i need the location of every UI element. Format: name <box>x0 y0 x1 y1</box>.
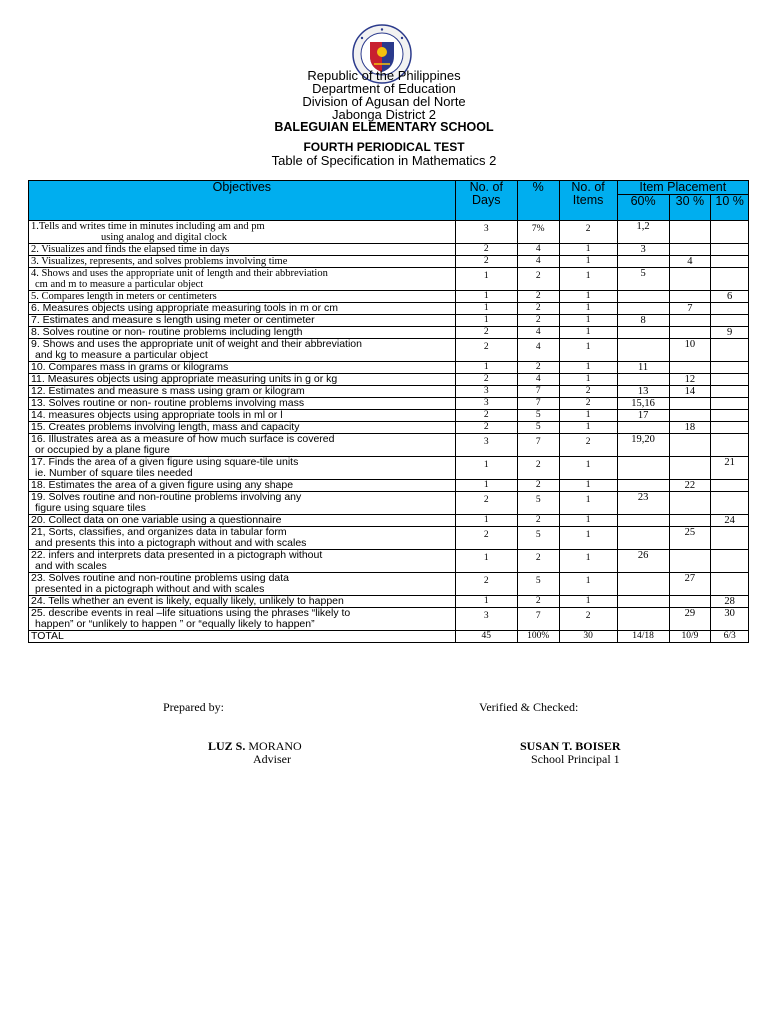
placement-10-cell: 6 <box>711 291 749 303</box>
placement-10-cell <box>711 303 749 315</box>
days-cell: 2 <box>455 527 517 550</box>
verified-label: Verified & Checked: <box>479 700 579 714</box>
objective-line: 12. Estimates and measure s mass using gram or kilogram <box>31 385 305 397</box>
objective-cell <box>29 362 456 374</box>
placement-60-cell: 15,16 <box>617 398 669 410</box>
placement-10-cell <box>711 398 749 410</box>
days-cell: 2 <box>455 410 517 422</box>
total-60: 14/18 <box>617 631 669 643</box>
objective-cell <box>29 527 456 550</box>
percent-cell: 2 <box>517 291 559 303</box>
total-30: 10/9 <box>669 631 711 643</box>
percent-cell: 7 <box>517 386 559 398</box>
placement-10-cell <box>711 550 749 573</box>
objective-line: and presents this into a pictograph without and with scales <box>35 537 307 549</box>
objective-cell <box>29 374 456 386</box>
items-cell: 2 <box>559 398 617 410</box>
objective-line: 8. Solves routine or non- routine problems including length <box>31 326 303 338</box>
placement-60-cell <box>617 457 669 480</box>
items-cell: 1 <box>559 374 617 386</box>
objective-cell <box>29 434 456 457</box>
table-row <box>29 550 749 573</box>
table-row <box>29 374 749 386</box>
header-item-placement: Item Placement <box>617 181 748 195</box>
total-items: 30 <box>559 631 617 643</box>
placement-30-cell: 18 <box>669 422 711 434</box>
days-cell: 2 <box>455 422 517 434</box>
items-cell: 1 <box>559 303 617 315</box>
percent-cell: 2 <box>517 362 559 374</box>
table-row <box>29 573 749 596</box>
days-cell: 2 <box>455 256 517 268</box>
objective-cell <box>29 457 456 480</box>
days-cell: 1 <box>455 362 517 374</box>
table-row <box>29 608 749 631</box>
objective-line: 10. Compares mass in grams or kilograms <box>31 361 229 373</box>
table-row <box>29 327 749 339</box>
total-10: 6/3 <box>711 631 749 643</box>
total-percent: 100% <box>517 631 559 643</box>
placement-10-cell <box>711 221 749 244</box>
table-row <box>29 291 749 303</box>
placement-10-cell <box>711 527 749 550</box>
table-row <box>29 596 749 608</box>
objective-line: happen” or “unlikely to happen ” or “equally likely to happen” <box>35 618 315 630</box>
objective-line: 11. Measures objects using appropriate measuring units in g or kg <box>31 373 338 385</box>
table-row <box>29 457 749 480</box>
placement-10-cell <box>711 268 749 291</box>
percent-cell: 4 <box>517 339 559 362</box>
percent-cell: 4 <box>517 327 559 339</box>
days-cell: 1 <box>455 315 517 327</box>
items-cell: 2 <box>559 386 617 398</box>
total-row <box>29 631 749 643</box>
items-cell: 1 <box>559 339 617 362</box>
placement-60-cell <box>617 303 669 315</box>
objective-cell <box>29 303 456 315</box>
table-row <box>29 480 749 492</box>
verifier-name: SUSAN T. BOISER <box>520 739 621 753</box>
days-cell: 1 <box>455 515 517 527</box>
percent-cell: 7 <box>517 434 559 457</box>
items-cell: 1 <box>559 256 617 268</box>
percent-cell: 2 <box>517 315 559 327</box>
objective-cell <box>29 550 456 573</box>
table-row <box>29 315 749 327</box>
header-days: No. of Days <box>455 181 517 221</box>
objective-cell <box>29 315 456 327</box>
placement-30-cell <box>669 327 711 339</box>
objective-cell <box>29 410 456 422</box>
percent-cell: 2 <box>517 596 559 608</box>
objective-line: 21, Sorts, classifies, and organizes data in tabular form <box>31 526 287 538</box>
percent-cell: 2 <box>517 268 559 291</box>
percent-cell: 4 <box>517 256 559 268</box>
items-cell: 1 <box>559 596 617 608</box>
percent-cell: 7 <box>517 398 559 410</box>
total-label: TOTAL <box>29 631 456 643</box>
percent-cell: 2 <box>517 303 559 315</box>
objective-line: 15. Creates problems involving length, mass and capacity <box>31 421 300 433</box>
placement-30-cell <box>669 550 711 573</box>
objective-line: 9. Shows and uses the appropriate unit of weight and their abbreviation <box>31 338 362 350</box>
objective-line: 16. Illustrates area as a measure of how much surface is covered <box>31 433 335 445</box>
table-row <box>29 492 749 515</box>
objective-line: 23. Solves routine and non-routine problems using data <box>31 572 289 584</box>
table-row <box>29 434 749 457</box>
placement-60-cell: 26 <box>617 550 669 573</box>
department-line: Department of Education <box>312 81 456 96</box>
table-row <box>29 362 749 374</box>
objective-line: figure using square tiles <box>35 502 146 514</box>
placement-30-cell <box>669 596 711 608</box>
items-cell: 1 <box>559 492 617 515</box>
days-cell: 2 <box>455 339 517 362</box>
placement-60-cell: 8 <box>617 315 669 327</box>
placement-60-cell <box>617 596 669 608</box>
table-row <box>29 256 749 268</box>
placement-30-cell: 25 <box>669 527 711 550</box>
objective-line: 2. Visualizes and finds the elapsed time in days <box>31 244 230 255</box>
items-cell: 1 <box>559 268 617 291</box>
placement-30-cell <box>669 515 711 527</box>
objective-cell <box>29 515 456 527</box>
days-cell: 1 <box>455 480 517 492</box>
prepared-by-label: Prepared by: <box>163 700 224 714</box>
items-cell: 1 <box>559 315 617 327</box>
objective-line: 6. Measures objects using appropriate measuring tools in m or cm <box>31 302 338 314</box>
objective-cell <box>29 339 456 362</box>
header-30-percent: 30 % <box>669 195 711 221</box>
placement-30-cell <box>669 434 711 457</box>
placement-10-cell <box>711 386 749 398</box>
school-name: BALEGUIAN ELEMENTARY SCHOOL <box>274 120 494 134</box>
objective-line: 20. Collect data on one variable using a questionnaire <box>31 514 282 526</box>
days-cell: 3 <box>455 398 517 410</box>
objective-cell <box>29 386 456 398</box>
placement-30-cell <box>669 410 711 422</box>
objective-cell <box>29 256 456 268</box>
placement-30-cell <box>669 492 711 515</box>
objective-line: 4. Shows and uses the appropriate unit of length and their abbreviation <box>31 268 328 279</box>
placement-30-cell <box>669 315 711 327</box>
placement-30-cell <box>669 268 711 291</box>
objective-line: 25. describe events in real –life situations using the phrases “likely to <box>31 607 351 619</box>
items-cell: 1 <box>559 422 617 434</box>
objective-cell <box>29 221 456 244</box>
days-cell: 1 <box>455 268 517 291</box>
document-title: Table of Specification in Mathematics 2 <box>271 153 497 168</box>
percent-cell: 4 <box>517 374 559 386</box>
placement-30-cell: 10 <box>669 339 711 362</box>
preparer-role: Adviser <box>253 752 291 766</box>
percent-cell: 5 <box>517 573 559 596</box>
placement-30-cell: 14 <box>669 386 711 398</box>
table-row <box>29 422 749 434</box>
table-row <box>29 339 749 362</box>
items-cell: 1 <box>559 550 617 573</box>
header-percent: % <box>517 181 559 221</box>
republic-line: Republic of the Philippines <box>307 68 461 83</box>
items-cell: 1 <box>559 573 617 596</box>
items-cell: 1 <box>559 480 617 492</box>
objective-cell <box>29 422 456 434</box>
placement-10-cell <box>711 573 749 596</box>
items-cell: 1 <box>559 327 617 339</box>
placement-60-cell: 5 <box>617 268 669 291</box>
objective-cell <box>29 573 456 596</box>
days-cell: 1 <box>455 303 517 315</box>
days-cell: 3 <box>455 434 517 457</box>
division-line: Division of Agusan del Norte <box>302 94 466 109</box>
days-cell: 1 <box>455 550 517 573</box>
header-10-percent: 10 % <box>711 195 749 221</box>
placement-60-cell <box>617 327 669 339</box>
total-days: 45 <box>455 631 517 643</box>
placement-10-cell <box>711 374 749 386</box>
items-cell: 1 <box>559 515 617 527</box>
objective-line: 24. Tells whether an event is likely, equally likely, unlikely to happen <box>31 595 344 607</box>
placement-60-cell <box>617 573 669 596</box>
placement-10-cell <box>711 410 749 422</box>
placement-30-cell <box>669 457 711 480</box>
placement-60-cell <box>617 339 669 362</box>
placement-10-cell <box>711 256 749 268</box>
placement-60-cell: 17 <box>617 410 669 422</box>
placement-60-cell <box>617 422 669 434</box>
objective-cell <box>29 398 456 410</box>
percent-cell: 7 <box>517 608 559 631</box>
objective-line: presented in a pictograph without and with scales <box>35 583 265 595</box>
placement-10-cell <box>711 244 749 256</box>
objective-line: 17. Finds the area of a given figure using square-tile units <box>31 456 299 468</box>
objective-line: 14. measures objects using appropriate tools in ml or l <box>31 409 283 421</box>
items-cell: 1 <box>559 244 617 256</box>
objective-line: cm and m to measure a particular object <box>35 279 204 290</box>
percent-cell: 5 <box>517 422 559 434</box>
table-row <box>29 244 749 256</box>
header-objectives: Objectives <box>29 181 456 221</box>
objective-line: 3. Visualizes, represents, and solves problems involving time <box>31 256 288 267</box>
placement-60-cell <box>617 374 669 386</box>
objective-line: 18. Estimates the area of a given figure using any shape <box>31 479 294 491</box>
placement-10-cell: 30 <box>711 608 749 631</box>
placement-60-cell <box>617 608 669 631</box>
objective-cell <box>29 244 456 256</box>
placement-60-cell <box>617 256 669 268</box>
placement-60-cell: 13 <box>617 386 669 398</box>
objective-cell <box>29 327 456 339</box>
placement-30-cell <box>669 221 711 244</box>
specification-table <box>28 180 749 643</box>
percent-cell: 4 <box>517 244 559 256</box>
percent-cell: 5 <box>517 527 559 550</box>
percent-cell: 2 <box>517 480 559 492</box>
objective-line: and kg to measure a particular object <box>35 349 208 361</box>
verifier-role: School Principal 1 <box>531 752 620 766</box>
placement-60-cell: 3 <box>617 244 669 256</box>
objective-line: 1.Tells and writes time in minutes including am and pm <box>31 221 265 232</box>
items-cell: 1 <box>559 527 617 550</box>
placement-30-cell: 27 <box>669 573 711 596</box>
percent-cell: 2 <box>517 515 559 527</box>
preparer-name-rest: MORANO <box>245 739 302 753</box>
table-row <box>29 221 749 244</box>
placement-60-cell <box>617 515 669 527</box>
placement-10-cell <box>711 362 749 374</box>
objective-cell <box>29 291 456 303</box>
days-cell: 3 <box>455 221 517 244</box>
days-cell: 2 <box>455 573 517 596</box>
objective-line: 19. Solves routine and non-routine problems involving any <box>31 491 302 503</box>
percent-cell: 5 <box>517 410 559 422</box>
placement-30-cell <box>669 362 711 374</box>
table-row <box>29 268 749 291</box>
objective-line: or occupied by a plane figure <box>35 444 170 456</box>
percent-cell: 7% <box>517 221 559 244</box>
items-cell: 1 <box>559 457 617 480</box>
days-cell: 1 <box>455 457 517 480</box>
items-cell: 2 <box>559 221 617 244</box>
placement-10-cell <box>711 434 749 457</box>
placement-10-cell <box>711 492 749 515</box>
table-row <box>29 527 749 550</box>
objective-cell <box>29 492 456 515</box>
days-cell: 2 <box>455 327 517 339</box>
days-cell: 3 <box>455 608 517 631</box>
placement-30-cell: 12 <box>669 374 711 386</box>
objective-line: 22. infers and interprets data presented in a pictograph without <box>31 549 323 561</box>
days-cell: 1 <box>455 596 517 608</box>
objective-line: 13. Solves routine or non- routine problems involving mass <box>31 397 305 409</box>
percent-cell: 2 <box>517 457 559 480</box>
items-cell: 2 <box>559 434 617 457</box>
placement-10-cell: 28 <box>711 596 749 608</box>
objective-line: 7. Estimates and measure s length using meter or centimeter <box>31 314 315 326</box>
placement-60-cell <box>617 291 669 303</box>
header-items: No. of Items <box>559 181 617 221</box>
header-60-percent: 60% <box>617 195 669 221</box>
preparer-name-bold: LUZ S. <box>208 739 246 753</box>
objective-line: 5. Compares length in meters or centimeters <box>31 291 217 302</box>
placement-10-cell <box>711 315 749 327</box>
objective-cell <box>29 480 456 492</box>
table-row <box>29 398 749 410</box>
objective-line: using analog and digital clock <box>101 232 227 243</box>
items-cell: 1 <box>559 410 617 422</box>
days-cell: 3 <box>455 386 517 398</box>
placement-10-cell <box>711 339 749 362</box>
placement-30-cell <box>669 291 711 303</box>
district-line: Jabonga District 2 <box>331 107 437 122</box>
placement-10-cell <box>711 480 749 492</box>
placement-30-cell <box>669 398 711 410</box>
placement-60-cell: 1,2 <box>617 221 669 244</box>
items-cell: 1 <box>559 362 617 374</box>
placement-30-cell: 29 <box>669 608 711 631</box>
percent-cell: 5 <box>517 492 559 515</box>
days-cell: 2 <box>455 244 517 256</box>
table-row <box>29 303 749 315</box>
placement-10-cell: 9 <box>711 327 749 339</box>
placement-60-cell <box>617 527 669 550</box>
objective-line: ie. Number of square tiles needed <box>35 467 193 479</box>
placement-10-cell: 21 <box>711 457 749 480</box>
items-cell: 2 <box>559 608 617 631</box>
days-cell: 2 <box>455 492 517 515</box>
days-cell: 1 <box>455 291 517 303</box>
table-row <box>29 386 749 398</box>
placement-10-cell: 24 <box>711 515 749 527</box>
table-row <box>29 410 749 422</box>
percent-cell: 2 <box>517 550 559 573</box>
placement-10-cell <box>711 422 749 434</box>
days-cell: 2 <box>455 374 517 386</box>
placement-30-cell: 4 <box>669 256 711 268</box>
test-title: FOURTH PERIODICAL TEST <box>303 140 465 154</box>
objective-cell <box>29 596 456 608</box>
table-row <box>29 515 749 527</box>
objective-line: and with scales <box>35 560 107 572</box>
placement-60-cell: 11 <box>617 362 669 374</box>
placement-60-cell <box>617 480 669 492</box>
placement-30-cell <box>669 244 711 256</box>
placement-60-cell: 19,20 <box>617 434 669 457</box>
placement-30-cell: 7 <box>669 303 711 315</box>
objective-cell <box>29 608 456 631</box>
items-cell: 1 <box>559 291 617 303</box>
placement-30-cell: 22 <box>669 480 711 492</box>
objective-cell <box>29 268 456 291</box>
placement-60-cell: 23 <box>617 492 669 515</box>
